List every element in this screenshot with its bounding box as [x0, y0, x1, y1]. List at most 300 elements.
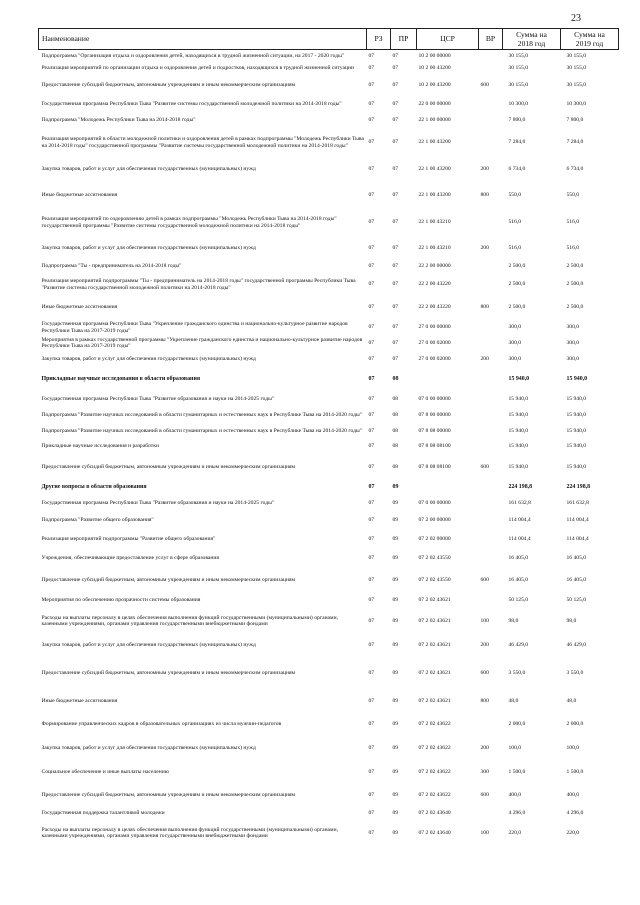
- cell-vr: 100: [480, 618, 489, 625]
- cell-name: Иные бюджетные ассигнования: [41, 191, 118, 198]
- cell-pr: 07: [392, 81, 399, 88]
- cell-sum-2019: 30 155,0: [566, 52, 587, 59]
- cell-vr: [479, 96, 503, 114]
- cell-vr: 200: [480, 244, 489, 251]
- cell-name: Иные бюджетные ассигнования: [41, 698, 118, 705]
- cell-csr: 07 8 08 08100: [418, 443, 451, 450]
- cell-csr: 07 2 02 43622: [418, 745, 451, 752]
- cell-csr: 22 1 00 00000: [418, 117, 451, 124]
- cell-pr: 07: [392, 139, 399, 146]
- cell-sum-2018: 3 550,0: [508, 670, 526, 677]
- cell-csr: 07 2 02 43621: [418, 618, 451, 625]
- cell-sum-2019: 220,0: [566, 830, 580, 837]
- cell-sum-2018: 400,0: [508, 792, 522, 799]
- cell-sum-2019: 46 429,0: [566, 642, 587, 649]
- cell-vr: [479, 62, 503, 75]
- cell-pr: 08: [392, 463, 399, 470]
- table-row: [39, 260, 619, 273]
- cell-rz: 07: [368, 443, 375, 450]
- cell-vr: 800: [480, 191, 489, 198]
- cell-sum-2018: 15 940,0: [508, 428, 529, 435]
- cell-rz: 07: [368, 411, 375, 418]
- cell-pr: 07: [392, 324, 399, 331]
- cell-pr: 08: [392, 376, 399, 383]
- cell-vr: 800: [480, 304, 489, 311]
- cell-pr: 07: [392, 64, 399, 71]
- cell-rz: 07: [368, 642, 375, 649]
- cell-csr: 22 1 00 43200: [418, 166, 451, 173]
- cell-name: Государственная поддержка талантливой молодежи: [41, 810, 165, 817]
- cell-vr: 300: [480, 769, 489, 776]
- table-row: [39, 806, 619, 820]
- cell-name: Закупка товаров, работ и услуг для обеспечения государственных (муниципальных) нужд: [41, 244, 256, 251]
- cell-vr: [479, 273, 503, 297]
- cell-pr: 07: [392, 191, 399, 198]
- cell-pr: 09: [392, 830, 399, 837]
- cell-pr: 07: [392, 262, 399, 269]
- cell-name: Предоставление субсидий бюджетным, автономным учреждениям и иным некоммерческим организациям: [41, 577, 296, 584]
- cell-vr: 600: [480, 463, 489, 470]
- cell-name: Подпрограмма "Ты - предприниматель на 2014-2018 годы": [41, 262, 182, 269]
- cell-sum-2019: 6 734,0: [566, 166, 584, 173]
- cell-rz: 07: [368, 139, 375, 146]
- cell-rz: 07: [368, 101, 375, 108]
- table-row: [39, 50, 619, 62]
- cell-sum-2018: 15 940,0: [508, 463, 529, 470]
- cell-sum-2018: 2 500,0: [508, 281, 526, 288]
- cell-csr: 07 2 02 43621: [418, 698, 451, 705]
- table-row: [39, 567, 619, 593]
- cell-pr: 07: [392, 244, 399, 251]
- cell-rz: 07: [368, 745, 375, 752]
- cell-vr: [479, 337, 503, 350]
- cell-sum-2018: 15 940,0: [508, 411, 529, 418]
- table-row: [39, 114, 619, 128]
- header-rz: РЗ: [367, 29, 391, 50]
- cell-sum-2019: 4 296,0: [566, 810, 584, 817]
- table-row: [39, 273, 619, 297]
- cell-sum-2018: 516,0: [508, 219, 522, 226]
- cell-pr: 09: [392, 769, 399, 776]
- cell-vr: [479, 423, 503, 439]
- header-name: Наименование: [39, 29, 367, 50]
- cell-rz: 07: [368, 376, 375, 383]
- cell-name: Закупка товаров, работ и услуг для обеспечения государственных (муниципальных) нужд: [41, 166, 256, 173]
- cell-rz: 07: [368, 720, 375, 727]
- header-pr: ПР: [391, 29, 417, 50]
- cell-sum-2018: 2 000,0: [508, 720, 526, 727]
- cell-sum-2019: 300,0: [566, 324, 580, 331]
- cell-sum-2018: 114 004,4: [508, 517, 531, 524]
- cell-name: Закупка товаров, работ и услуг для обеспечения государственных (муниципальных) нужд: [41, 642, 256, 649]
- cell-vr: [479, 593, 503, 607]
- cell-name: Подпрограмма "Развитие общего образования": [41, 517, 154, 524]
- cell-name: Предоставление субсидий бюджетным, автономным учреждениям и иным некоммерческим организациям: [41, 81, 296, 88]
- cell-pr: 09: [392, 555, 399, 562]
- cell-sum-2019: 15 940,0: [566, 463, 587, 470]
- cell-sum-2019: 2 500,0: [566, 281, 584, 288]
- table-row: [39, 319, 619, 337]
- cell-rz: 07: [368, 281, 375, 288]
- cell-sum-2018: 30 155,0: [508, 52, 529, 59]
- cell-rz: 07: [368, 339, 375, 346]
- cell-rz: 07: [368, 670, 375, 677]
- cell-sum-2018: 16 405,0: [508, 577, 529, 584]
- cell-rz: 07: [368, 262, 375, 269]
- cell-csr: 07 2 02 43640: [418, 810, 451, 817]
- table-row: [39, 593, 619, 607]
- cell-pr: 09: [392, 720, 399, 727]
- cell-rz: 07: [368, 395, 375, 402]
- cell-csr: 10 2 00 43200: [418, 81, 451, 88]
- cell-rz: 07: [368, 577, 375, 584]
- cell-sum-2019: 15 940,0: [566, 443, 587, 450]
- cell-vr: 100: [480, 830, 489, 837]
- table-row: [39, 494, 619, 511]
- cell-vr: [479, 529, 503, 549]
- cell-vr: [479, 209, 503, 237]
- cell-sum-2019: 550,0: [566, 191, 580, 198]
- cell-csr: 07 2 02 00000: [418, 536, 451, 543]
- cell-name: Реализация мероприятий подпрограммы "Ты - предприниматель на 2014-2018 годы" государственной программы Республики Тыва "Развитие системы государственной молодежной политики на 2014-2018 годы": [41, 278, 356, 291]
- header-vr: ВР: [479, 29, 503, 50]
- cell-sum-2018: 100,0: [508, 745, 522, 752]
- cell-rz: 07: [368, 219, 375, 226]
- cell-sum-2019: 161 632,8: [566, 499, 589, 506]
- cell-vr: [479, 319, 503, 337]
- cell-sum-2018: 550,0: [508, 191, 522, 198]
- cell-rz: 07: [368, 536, 375, 543]
- cell-name: Предоставление субсидий бюджетным, автономным учреждениям и иным некоммерческим организациям: [41, 792, 296, 799]
- cell-sum-2018: 516,0: [508, 244, 522, 251]
- cell-vr: [479, 439, 503, 453]
- cell-rz: 07: [368, 355, 375, 362]
- table-row: [39, 337, 619, 350]
- cell-csr: 07 2 02 43621: [418, 642, 451, 649]
- cell-csr: 07 8 00 00000: [418, 411, 451, 418]
- cell-name: Подпрограмма "Развитие научных исследований в области гуманитарных и естественных наук в Республике Тыва на 2014-2020 годы": [41, 428, 363, 435]
- cell-rz: 07: [368, 191, 375, 198]
- cell-name: Прикладные научные исследования и разработки: [41, 443, 159, 450]
- cell-rz: 07: [368, 483, 375, 490]
- cell-sum-2019: 516,0: [566, 244, 580, 251]
- cell-name: Государственная программа Республики Тыва "Развитие системы государственной молодежной политики на 2014-2018 годы": [41, 101, 342, 108]
- cell-sum-2019: 48,0: [566, 698, 577, 705]
- table-row: [39, 439, 619, 453]
- cell-name: Формирование управленческих кадров в образовательных организациях из числа мужчин-педагогов: [41, 720, 282, 727]
- table-row: [39, 209, 619, 237]
- table-row: [39, 655, 619, 691]
- cell-vr: [479, 260, 503, 273]
- cell-csr: 22 2 00 43220: [418, 304, 451, 311]
- cell-sum-2018: 2 500,0: [508, 304, 526, 311]
- cell-sum-2019: 114 004,4: [566, 536, 589, 543]
- cell-rz: 07: [368, 810, 375, 817]
- table-row: [39, 423, 619, 439]
- cell-pr: 09: [392, 597, 399, 604]
- cell-csr: 07 2 02 43640: [418, 830, 451, 837]
- cell-csr: 07 2 00 00000: [418, 517, 451, 524]
- cell-sum-2018: 300,0: [508, 339, 522, 346]
- cell-vr: [479, 806, 503, 820]
- table-row: [39, 607, 619, 635]
- cell-sum-2018: 6 734,0: [508, 166, 526, 173]
- cell-sum-2018: 15 940,0: [508, 443, 529, 450]
- cell-csr: 22 1 00 43200: [418, 139, 451, 146]
- cell-csr: 07 2 02 43622: [418, 769, 451, 776]
- cell-vr: 600: [480, 792, 489, 799]
- cell-vr: 600: [480, 81, 489, 88]
- cell-name: Другие вопросы в области образования: [41, 483, 147, 490]
- cell-pr: 09: [392, 698, 399, 705]
- cell-csr: 22 2 00 43220: [418, 281, 451, 288]
- cell-pr: 09: [392, 642, 399, 649]
- cell-sum-2019: 98,0: [566, 618, 577, 625]
- cell-vr: [479, 50, 503, 62]
- cell-name: Государственная программа Республики Тыва "Развитие образования и науки на 2014-2025 годы": [41, 395, 275, 402]
- cell-name: Учреждения, обеспечивающие предоставление услуг в сфере образования: [41, 555, 219, 562]
- header-sum-2019: [561, 29, 619, 50]
- cell-csr: 22 1 00 43210: [418, 244, 451, 251]
- cell-csr: 27 0 00 02000: [418, 355, 451, 362]
- cell-rz: 07: [368, 698, 375, 705]
- cell-sum-2018: 46 429,0: [508, 642, 529, 649]
- cell-sum-2019: 1 500,0: [566, 769, 584, 776]
- cell-csr: 10 2 00 43200: [418, 64, 451, 71]
- cell-rz: 07: [368, 517, 375, 524]
- cell-name: Закупка товаров, работ и услуг для обеспечения государственных (муниципальных) нужд: [41, 745, 256, 752]
- cell-rz: 07: [368, 555, 375, 562]
- cell-vr: [479, 511, 503, 529]
- cell-csr: 07 2 02 43622: [418, 792, 451, 799]
- cell-sum-2019: 400,0: [566, 792, 580, 799]
- cell-sum-2019: 2 500,0: [566, 304, 584, 311]
- cell-sum-2018: 98,0: [508, 618, 519, 625]
- cell-csr: 27 0 00 02000: [418, 339, 451, 346]
- cell-sum-2018: 48,0: [508, 698, 519, 705]
- cell-rz: 07: [368, 81, 375, 88]
- cell-pr: 09: [392, 618, 399, 625]
- cell-rz: 07: [368, 304, 375, 311]
- cell-vr: [479, 391, 503, 406]
- cell-name: Мероприятия в рамках государственной программы "Укрепление гражданского единства и национально-культурное развитие народов Республики Тыва на 2017-2019 годы": [41, 336, 363, 349]
- cell-rz: 07: [368, 597, 375, 604]
- cell-pr: 09: [392, 810, 399, 817]
- table-row: [39, 549, 619, 567]
- header-csr: ЦСР: [417, 29, 479, 50]
- cell-pr: 09: [392, 517, 399, 524]
- page-number: 23: [571, 13, 581, 24]
- table-row: [39, 368, 619, 391]
- cell-pr: 07: [392, 52, 399, 59]
- cell-sum-2018: 30 155,0: [508, 81, 529, 88]
- cell-name: Прикладные научные исследования в области образования: [41, 376, 201, 383]
- cell-sum-2019: 7 800,0: [566, 117, 584, 124]
- cell-name: Подпрограмма "Организация отдыха и оздоровления детей, находящихся в трудной жизненной ситуации, на 2017 - 2020 годы": [41, 52, 345, 59]
- cell-name: Социальное обеспечение и иные выплаты населению: [41, 769, 169, 776]
- cell-rz: 07: [368, 499, 375, 506]
- cell-rz: 07: [368, 166, 375, 173]
- cell-name: Реализация мероприятий подпрограммы "Развитие общего образования": [41, 536, 216, 543]
- cell-sum-2018: 300,0: [508, 324, 522, 331]
- table-row: [39, 75, 619, 96]
- cell-sum-2019: 300,0: [566, 339, 580, 346]
- cell-vr: [479, 368, 503, 391]
- cell-csr: 22 2 00 00000: [418, 262, 451, 269]
- table-row: [39, 635, 619, 655]
- cell-csr: 22 1 00 43200: [418, 191, 451, 198]
- cell-name: Реализация мероприятий по оздоровлению детей в рамках подпрограммы "Молодежь Республики Тыва на 2014-2018 годы" государственной программы "Развитие системы государственной молодежной политики на 2014-2018 годы": [41, 216, 337, 229]
- cell-sum-2019: 3 550,0: [566, 670, 584, 677]
- cell-csr: 07 0 00 00000: [418, 499, 451, 506]
- cell-pr: 07: [392, 166, 399, 173]
- cell-pr: 07: [392, 304, 399, 311]
- cell-sum-2019: 15 940,0: [566, 411, 587, 418]
- header-sum-2018: [503, 29, 561, 50]
- cell-csr: 07 8 08 08100: [418, 463, 451, 470]
- cell-csr: [417, 368, 479, 391]
- cell-csr: 07 2 02 43621: [418, 670, 451, 677]
- cell-name: Предоставление субсидий бюджетным, автономным учреждениям и иным некоммерческим организациям: [41, 463, 296, 470]
- cell-sum-2019: 16 405,0: [566, 577, 587, 584]
- cell-csr: 07 2 02 43550: [418, 577, 451, 584]
- cell-vr: [479, 480, 503, 494]
- header-sum-2018-line1: Сумма на: [516, 29, 547, 39]
- cell-pr: 09: [392, 577, 399, 584]
- cell-pr: 07: [392, 219, 399, 226]
- cell-csr: 10 2 00 00000: [418, 52, 451, 59]
- cell-name: Расходы на выплаты персоналу в целях обеспечения выполнения функций государственными (муниципальными) органами, казенными учреждениями, органами управления государственными внебюджетными фондами: [41, 614, 338, 628]
- table-row: [39, 406, 619, 423]
- table-row: [39, 128, 619, 158]
- cell-vr: 200: [480, 642, 489, 649]
- cell-pr: 09: [392, 670, 399, 677]
- cell-csr: 07 0 00 00000: [418, 395, 451, 402]
- cell-vr: [479, 494, 503, 511]
- cell-sum-2019: 30 155,0: [566, 81, 587, 88]
- table-row: [39, 297, 619, 319]
- cell-name: Реализация мероприятий по организации отдыха и оздоровления детей и подростков, находящихся в трудной жизненной ситуации: [41, 64, 354, 71]
- cell-sum-2018: 50 125,0: [508, 597, 529, 604]
- cell-csr: [417, 480, 479, 494]
- cell-rz: 07: [368, 792, 375, 799]
- cell-sum-2019: 516,0: [566, 219, 580, 226]
- cell-pr: 09: [392, 536, 399, 543]
- cell-rz: 07: [368, 324, 375, 331]
- cell-rz: 07: [368, 117, 375, 124]
- table-row: [39, 691, 619, 711]
- cell-sum-2019: 300,0: [566, 355, 580, 362]
- cell-sum-2018: 300,0: [508, 355, 522, 362]
- cell-vr: [479, 406, 503, 423]
- cell-vr: 600: [480, 670, 489, 677]
- cell-name: Подпрограмма "Развитие научных исследований в области гуманитарных и естественных наук в Республике Тыва на 2014-2020 годы": [41, 411, 363, 418]
- cell-sum-2018: 161 632,8: [508, 499, 531, 506]
- header-sum-2018-line2: 2018 год: [517, 39, 546, 48]
- cell-pr: 08: [392, 443, 399, 450]
- table-row: [39, 529, 619, 549]
- cell-sum-2018: 4 296,0: [508, 810, 526, 817]
- cell-name: Расходы на выплаты персоналу в целях обеспечения выполнения функций государственными (муниципальными) органами, казенными учреждениями, органами управления государственными внебюджетными фондами: [41, 826, 338, 840]
- cell-sum-2018: 7 284,0: [508, 139, 526, 146]
- cell-name: Государственная программа Республики Тыва "Укрепление гражданского единства и национально-культурное развитие народов Республики Тыва на 2017-2019 годы": [41, 321, 348, 334]
- cell-pr: 07: [392, 117, 399, 124]
- table-row: [39, 760, 619, 784]
- cell-sum-2019: 10 300,0: [566, 101, 587, 108]
- header-sum-2019-line1: Сумма на: [574, 29, 605, 39]
- cell-name: Закупка товаров, работ и услуг для обеспечения государственных (муниципальных) нужд: [41, 355, 256, 362]
- cell-vr: 800: [480, 698, 489, 705]
- cell-sum-2019: 15 940,0: [566, 376, 588, 383]
- cell-pr: 08: [392, 395, 399, 402]
- cell-sum-2018: 30 155,0: [508, 64, 529, 71]
- table-row: [39, 711, 619, 736]
- cell-rz: 07: [368, 64, 375, 71]
- table-row: [39, 96, 619, 114]
- cell-pr: 09: [392, 792, 399, 799]
- cell-csr: 27 0 00 00000: [418, 324, 451, 331]
- cell-sum-2018: 114 004,4: [508, 536, 531, 543]
- cell-rz: 07: [368, 244, 375, 251]
- cell-vr: [479, 711, 503, 736]
- cell-name: Предоставление субсидий бюджетным, автономным учреждениям и иным некоммерческим организациям: [41, 670, 296, 677]
- cell-pr: 07: [392, 355, 399, 362]
- table-row: [39, 349, 619, 368]
- table-row: [39, 480, 619, 494]
- cell-rz: 07: [368, 769, 375, 776]
- cell-sum-2019: 50 125,0: [566, 597, 587, 604]
- table-row: [39, 237, 619, 260]
- cell-sum-2019: 15 940,0: [566, 395, 587, 402]
- cell-sum-2018: 7 800,0: [508, 117, 526, 124]
- cell-sum-2019: 2 500,0: [566, 262, 584, 269]
- table-row: [39, 453, 619, 480]
- cell-rz: 07: [368, 428, 375, 435]
- cell-sum-2019: 100,0: [566, 745, 580, 752]
- table-row: [39, 182, 619, 209]
- cell-sum-2018: 15 940,0: [508, 376, 530, 383]
- cell-sum-2018: 224 198,8: [508, 483, 533, 490]
- cell-vr: 200: [480, 355, 489, 362]
- cell-csr: 22 1 00 43210: [418, 219, 451, 226]
- table-row: [39, 736, 619, 760]
- cell-rz: 07: [368, 618, 375, 625]
- cell-csr: 07 2 02 43621: [418, 597, 451, 604]
- cell-sum-2018: 2 500,0: [508, 262, 526, 269]
- cell-pr: 07: [392, 339, 399, 346]
- cell-rz: 07: [368, 463, 375, 470]
- table-row: [39, 511, 619, 529]
- cell-pr: 09: [392, 483, 399, 490]
- cell-name: Государственная программа Республики Тыва "Развитие образования и науки на 2014-2025 годы": [41, 499, 275, 506]
- cell-rz: 07: [368, 52, 375, 59]
- cell-csr: 07 8 08 00000: [418, 428, 451, 435]
- cell-csr: 07 2 02 43550: [418, 555, 451, 562]
- cell-sum-2019: 114 004,4: [566, 517, 589, 524]
- cell-sum-2018: 220,0: [508, 830, 522, 837]
- cell-pr: 09: [392, 499, 399, 506]
- table-row: [39, 784, 619, 806]
- cell-sum-2019: 16 405,0: [566, 555, 587, 562]
- cell-vr: [479, 128, 503, 158]
- cell-vr: 200: [480, 166, 489, 173]
- cell-pr: 07: [392, 101, 399, 108]
- cell-sum-2019: 7 284,0: [566, 139, 584, 146]
- cell-sum-2019: 224 198,8: [566, 483, 591, 490]
- cell-sum-2018: 10 300,0: [508, 101, 529, 108]
- cell-sum-2019: 30 155,0: [566, 64, 587, 71]
- cell-sum-2019: 15 940,0: [566, 428, 587, 435]
